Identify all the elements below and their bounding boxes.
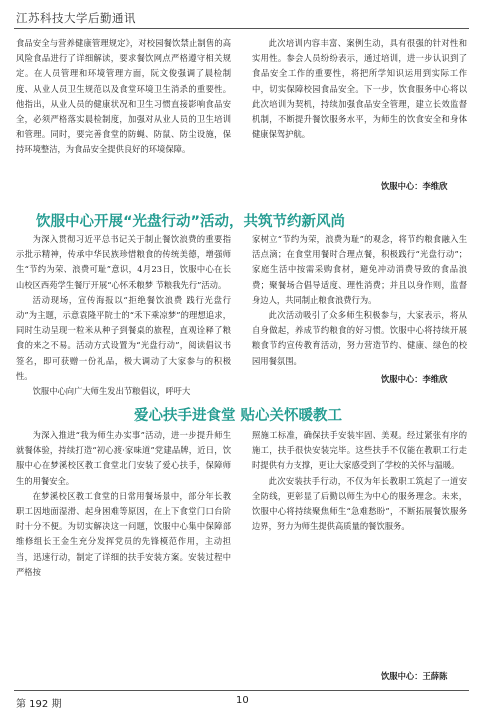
section2-left-paragraph-2: 活动现场，宣传海报以“拒绝餐饮浪费 践行光盘行动”为主题，示意袁隆平院士的“禾下乘凉梦”的理想追求，同时生动呈现一粒米从种子到餐桌的旅程，直观诠释了粮食的来之不易。活动方式设置为“光盘行动”，阅读倡议书签名，即可获赠一份礼品，极大调动了大家参与的积极性。 bbox=[16, 294, 231, 381]
section2-left-column bbox=[16, 232, 231, 399]
section3-left-column bbox=[16, 428, 231, 580]
section3-right-paragraph-2: 此次安装扶手行动，不仅为年长教职工筑起了一道安全防线，更彰显了后勤以师生为中心的服务理念。未来，饮服中心将持续聚焦师生“急难愁盼”，不断拓展餐饮服务边界，努力为师生提供高质量的餐饮服务。 bbox=[252, 475, 467, 532]
section2-headline: 饮服中心开展“光盘行动”活动，共筑节约新风尚 bbox=[36, 214, 346, 230]
section2-left-paragraph-3: 饮服中心向广大师生发出节粮倡议，呼吁大 bbox=[32, 386, 191, 397]
section1-left-column bbox=[16, 36, 231, 158]
issue-number: 第 192 期 bbox=[16, 699, 62, 710]
section1-byline: 饮服中心：李维欣 bbox=[381, 181, 448, 191]
page-number: 10 bbox=[236, 695, 249, 706]
section2-left-paragraph-1: 为深入贯彻习近平总书记关于制止餐饮浪费的重要指示批示精神，传承中华民族珍惜粮食的传统美德，增强师生“节约为荣、浪费可耻”意识，4月23日，饮服中心在长山校区西苑学生餐厅开展“心怀禾粮梦 节粮我先行”活动。 bbox=[16, 234, 231, 290]
section2-byline: 饮服中心：李维欣 bbox=[381, 374, 448, 384]
section3-left-paragraph-1: 为深入推进“我为师生办实事”活动，进一步提升师生就餐体验，持续打造“初心渡·家味道”党建品牌，近日，饮服中心在梦溪校区教工食堂北门安装了爱心扶手，保障师生的用餐安全。 bbox=[16, 430, 231, 486]
publication-title: 江苏科技大学后勤通讯 bbox=[16, 11, 136, 25]
page-header bbox=[14, 6, 469, 29]
section1-right-column bbox=[252, 36, 467, 142]
section3-byline: 饮服中心：王薛陈 bbox=[381, 671, 448, 681]
section2-right-paragraph-1: 家树立“节约为荣，浪费为耻”的观念，将节约粮食融入生活点滴；在食堂用餐时合理点餐，积极践行“光盘行动”；家庭生活中按需采购食材，避免冲动消费导致的食品浪费；聚餐场合倡导适度、理性消费；并且以身作则，监督身边人，共同制止粮食浪费行为。 bbox=[252, 234, 467, 305]
section1-right-paragraph: 此次培训内容丰富、案例生动，具有很强的针对性和实用性。参会人员纷纷表示，通过培训，进一步认识到了食品安全工作的重要性，将把所学知识运用到实际工作中，切实保障校园食品安全。下一步，饮食服务中心将以此次培训为契机，持续加强食品安全管理，建立长效监督机制，不断提升餐饮服务水平，为师生的饮食安全和身体健康保驾护航。 bbox=[252, 38, 467, 140]
section2-right-paragraph-2: 此次活动吸引了众多师生积极参与，大家表示，将从自身做起，养成节约粮食的好习惯。饮服中心将持续开展粮食节约宣传教育活动，努力营造节约、健康、绿色的校园用餐氛围。 bbox=[252, 310, 467, 366]
section2-right-column bbox=[252, 232, 467, 369]
page-footer bbox=[14, 690, 469, 711]
section1-left-paragraph: 食品安全与营养健康管理规定》，对校园餐饮禁止制售的高风险食品进行了详细解读，要求餐饮网点严格遵守相关规定。在人员管理和环境管理方面，阮文俊强调了晨检制度、从业人员卫生规范以及食堂环境卫生消杀的重要性。他指出，从业人员的健康状况和卫生习惯直接影响食品安全，必须严格落实晨检制度，加强对从业人员的卫生培训和管理。同时，要完善食堂的防蝇、防鼠、防尘设施，保持环境整洁，为食品安全提供良好的环境保障。 bbox=[16, 38, 231, 155]
section3-headline: 爱心扶手进食堂 贴心关怀暖教工 bbox=[134, 408, 343, 424]
section3-left-paragraph-2: 在梦溪校区教工食堂的日常用餐场景中，部分年长教职工因地面湿滑、起身困难等原因，在上下食堂门口台阶时十分不便。为切实解决这一问题，饮服中心集中保障部维修组长王金生充分发挥党员的先锋模范作用，主动担当，迅速行动，制定了详细的扶手安装方案。安装过程中严格按 bbox=[16, 490, 231, 577]
section3-right-column bbox=[252, 428, 467, 534]
section3-right-paragraph-1: 照施工标准，确保扶手安装牢固、美观。经过紧张有序的施工，扶手很快安装完毕。这些扶手不仅能在教职工行走时提供有力支撑，更让大家感受到了学校的关怀与温暖。 bbox=[252, 430, 467, 471]
